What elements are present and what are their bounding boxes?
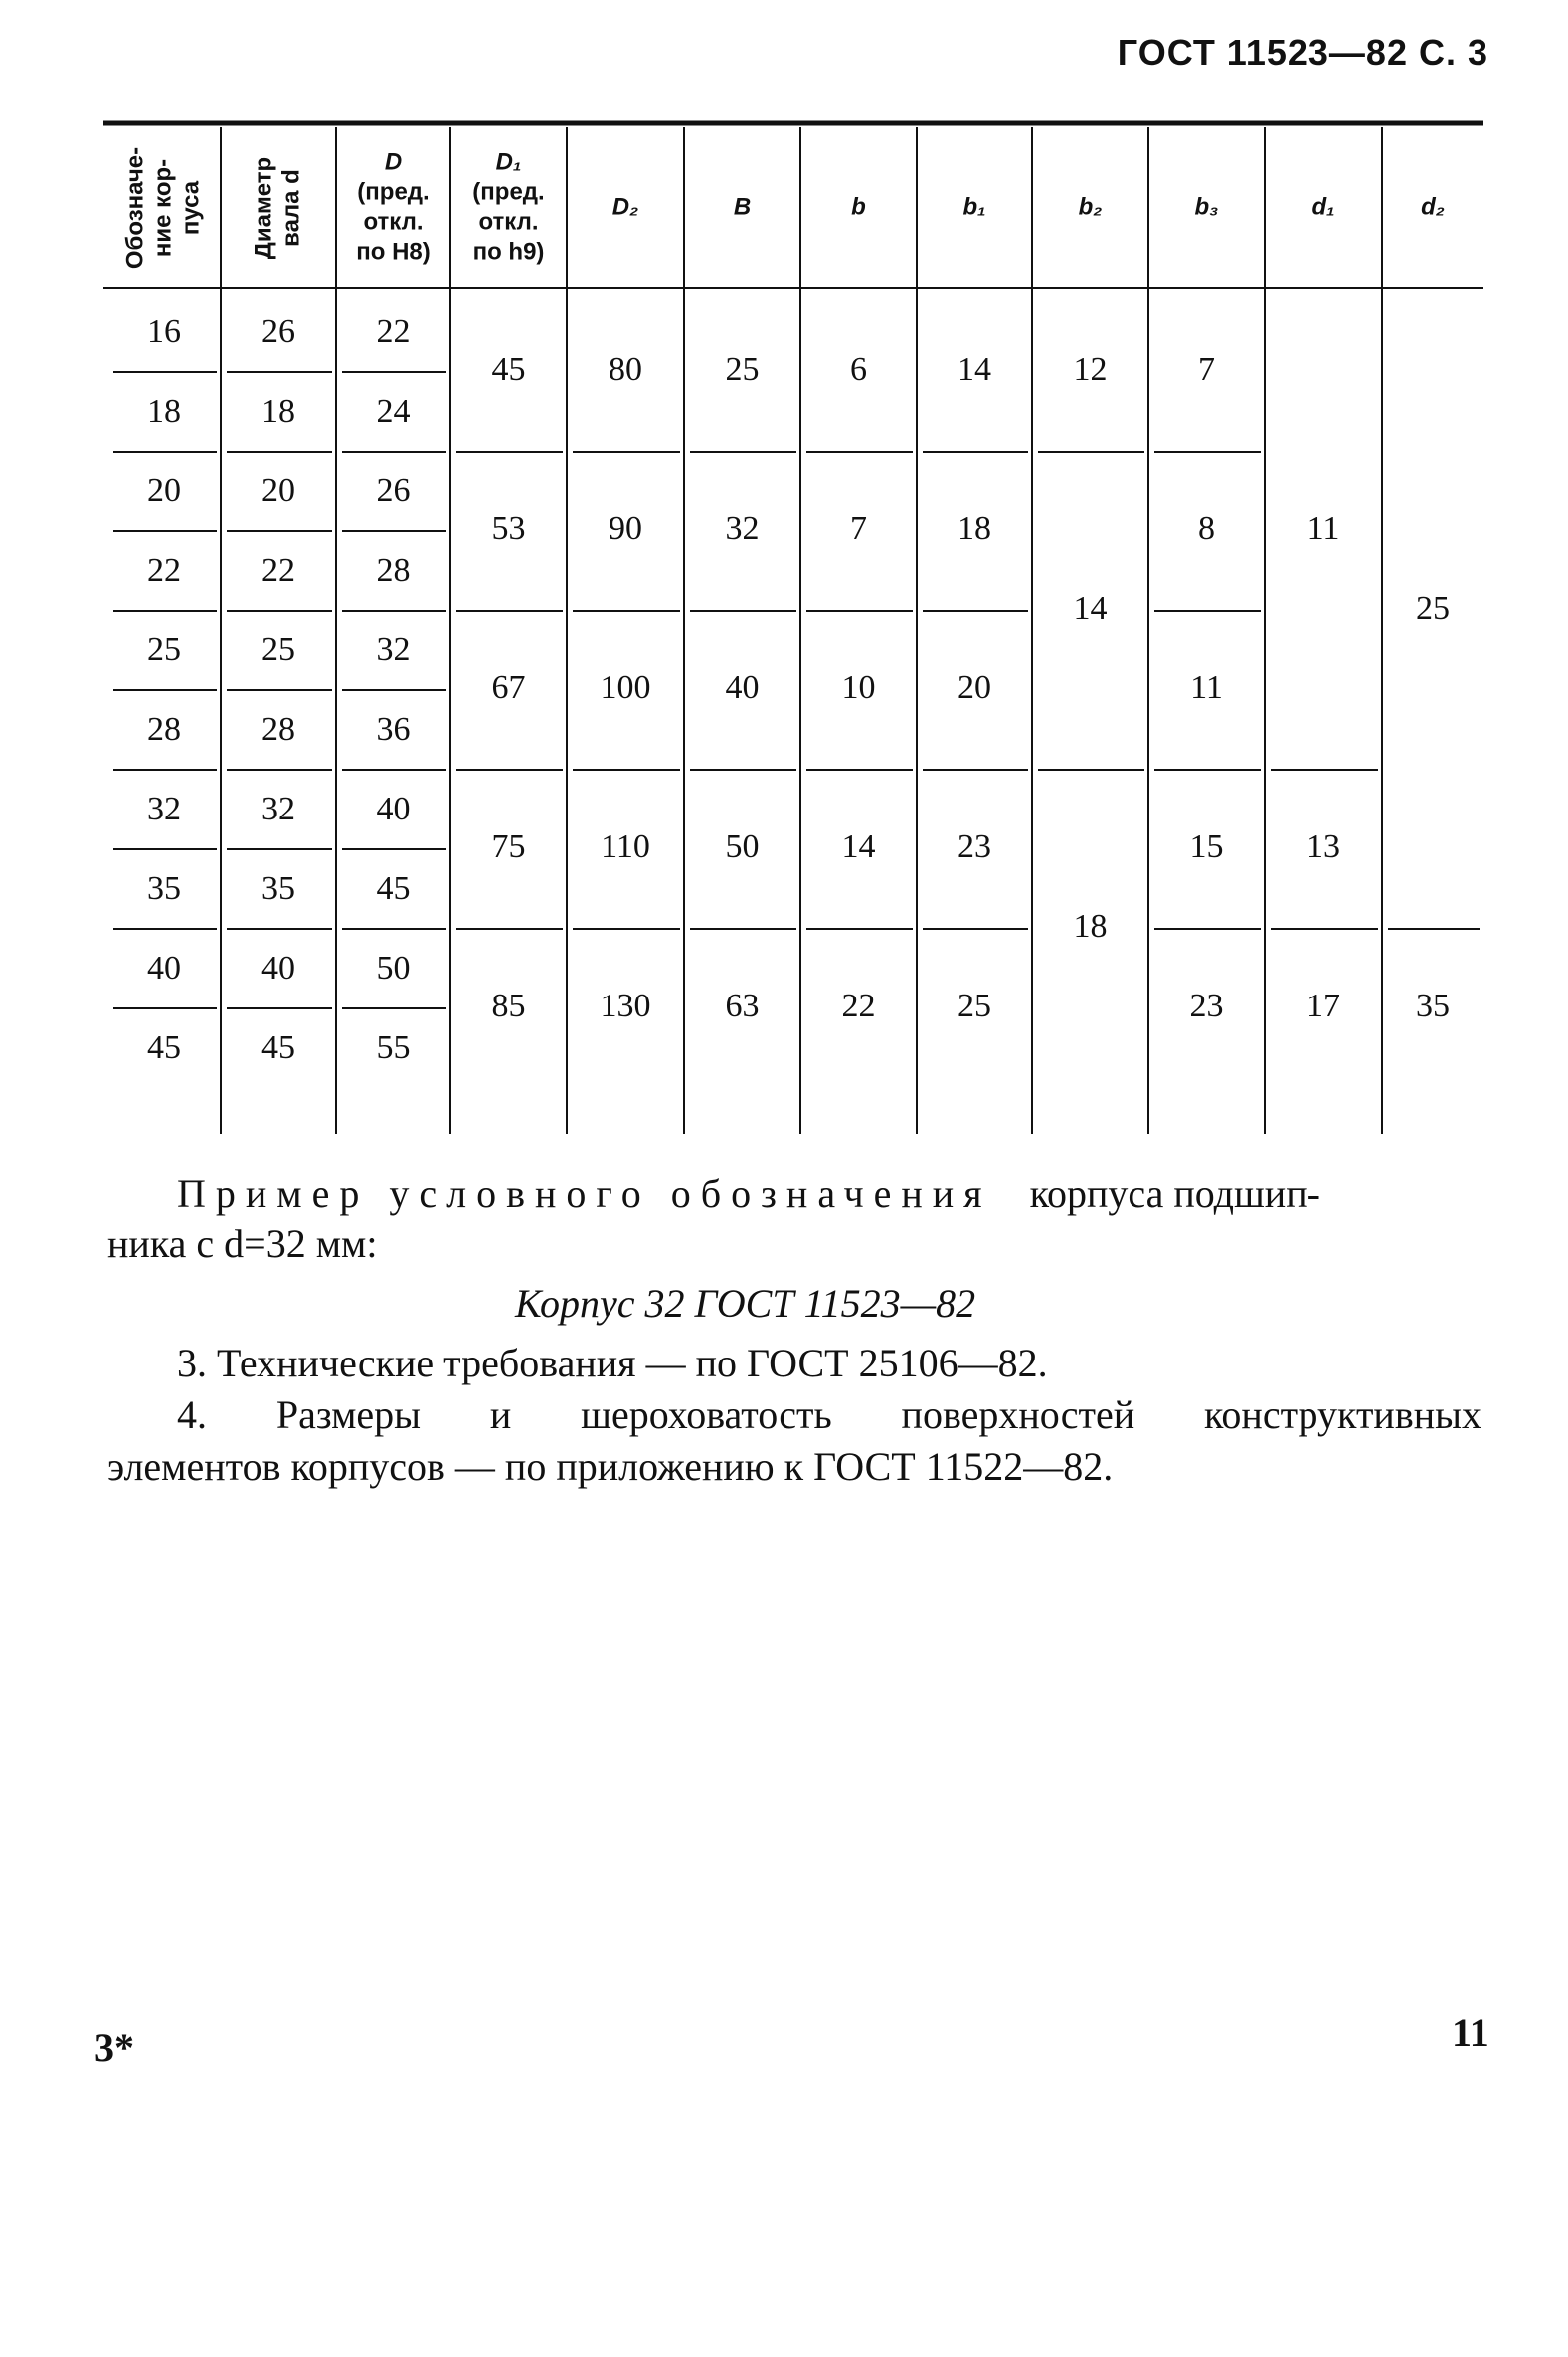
table-cell-B: 32 (725, 509, 760, 547)
column-header-line: ние кор- (149, 158, 177, 258)
table-cell-b: 6 (850, 350, 867, 388)
column-header-d1: d₁ (1311, 193, 1335, 221)
table-cell-oboznachenie: 18 (147, 392, 181, 430)
table-cell-D2: 100 (600, 668, 651, 706)
column-header-line: пуса (177, 180, 205, 236)
designation-example: Корпус 32 ГОСТ 11523—82 (515, 1281, 976, 1326)
table-cell-b2: 14 (1073, 589, 1108, 627)
table-cell-b: 14 (841, 827, 876, 865)
table-cell-b1: 14 (958, 350, 991, 388)
column-header-D: откл. (363, 208, 424, 236)
table-cell-b3: 15 (1189, 827, 1224, 865)
table-cell-oboznachenie: 25 (147, 631, 181, 668)
column-header-b1: b₁ (962, 193, 986, 221)
table-cell-b1: 23 (958, 827, 991, 865)
table-cell-oboznachenie: 32 (147, 790, 181, 827)
table-cell-diametr: 35 (261, 869, 295, 907)
table-cell-diametr: 18 (261, 392, 295, 430)
table-cell-d2: 35 (1416, 987, 1450, 1024)
table-cell-b1: 25 (958, 987, 991, 1024)
column-header-oboznachenie (121, 147, 204, 269)
table-cell-d1: 11 (1307, 509, 1340, 547)
table-cell-D1: 67 (491, 668, 526, 706)
example-intro: Пример условного обозначения (177, 1172, 992, 1216)
column-header-b: b (851, 193, 866, 221)
table-cell-B: 50 (725, 827, 760, 865)
table-cell-D1: 53 (491, 509, 526, 547)
table-cell-D: 24 (376, 392, 411, 430)
column-header-D1: (пред. (472, 178, 545, 206)
table-cell-oboznachenie: 45 (147, 1028, 181, 1066)
table-cell-oboznachenie: 16 (147, 312, 181, 350)
column-header-B: B (733, 193, 752, 221)
table-cell-B: 40 (725, 668, 760, 706)
table-cell-D: 28 (376, 551, 411, 589)
table-cell-D: 22 (376, 312, 411, 350)
column-header-b2: b₂ (1078, 193, 1103, 221)
table-cell-D: 50 (376, 949, 411, 987)
table-cell-diametr: 40 (261, 949, 295, 987)
table-cell-D1: 45 (491, 350, 526, 388)
page-header: ГОСТ 11523—82 С. 3 (1117, 32, 1488, 73)
table-cell-diametr: 25 (261, 631, 295, 668)
example-line-2: ника с d=32 мм: (107, 1221, 378, 1266)
item-4-line-1: 4. Размеры и шероховатость поверхностей конструктивных (177, 1392, 1481, 1437)
column-header-D2: D₂ (611, 193, 639, 221)
example-continued: корпуса подшип- (1029, 1172, 1320, 1216)
table-cell-b: 22 (841, 987, 876, 1024)
table-cell-oboznachenie: 35 (147, 869, 181, 907)
table-cell-B: 63 (725, 987, 760, 1024)
table-cell-oboznachenie: 28 (147, 710, 181, 748)
table-cell-diametr: 22 (261, 551, 295, 589)
column-header-line: Диаметр (250, 156, 277, 260)
table-cell-D2: 90 (609, 509, 642, 547)
table-cell-diametr: 32 (261, 790, 295, 827)
table-cell-b: 10 (841, 668, 876, 706)
table-cell-b3: 7 (1198, 350, 1215, 388)
table-cell-D2: 130 (600, 987, 651, 1024)
table-cell-b2: 12 (1073, 350, 1108, 388)
column-header-b3: b₃ (1194, 193, 1219, 221)
table-cell-d1: 13 (1307, 827, 1340, 865)
table-cell-B: 25 (725, 350, 760, 388)
column-header-diametr (250, 157, 304, 259)
table-cell-b1: 20 (958, 668, 991, 706)
table-cell-D: 36 (376, 710, 411, 748)
table-cell-D: 45 (376, 869, 411, 907)
table-cell-oboznachenie: 20 (147, 471, 181, 509)
column-header-line: Обозначе- (121, 146, 149, 270)
table-cell-D1: 85 (491, 987, 526, 1024)
item-4-line-2: элементов корпусов — по приложению к ГОСТ 11522—82. (107, 1444, 1114, 1489)
table-cell-d2: 25 (1416, 589, 1450, 627)
table-cell-b3: 8 (1198, 509, 1215, 547)
dimensions-table (0, 0, 1568, 1174)
table-cell-diametr: 45 (261, 1028, 295, 1066)
table-cell-oboznachenie: 22 (147, 551, 181, 589)
page-number: 11 (1452, 2010, 1489, 2055)
table-cell-oboznachenie: 40 (147, 949, 181, 987)
column-header-D1: по h9) (472, 238, 545, 266)
table-cell-D1: 75 (491, 827, 526, 865)
table-cell-D2: 110 (601, 827, 650, 865)
example-line-1 (177, 1169, 1489, 1220)
table-cell-D2: 80 (609, 350, 642, 388)
footer-left-mark: 3* (94, 2025, 134, 2070)
table-cell-diametr: 26 (261, 312, 295, 350)
table-cell-d1: 17 (1307, 987, 1340, 1024)
table-cell-b3: 23 (1189, 987, 1224, 1024)
column-header-D: (пред. (357, 178, 430, 206)
table-cell-b1: 18 (958, 509, 991, 547)
column-header-D1: D₁ (495, 148, 522, 176)
table-cell-b3: 11 (1190, 668, 1223, 706)
table-cell-diametr: 28 (261, 710, 295, 748)
column-header-d2: d₂ (1421, 193, 1445, 221)
table-cell-D: 32 (376, 631, 411, 668)
item-3: 3. Технические требования — по ГОСТ 25106—82. (177, 1341, 1048, 1385)
table-cell-diametr: 20 (261, 471, 295, 509)
table-cell-D: 55 (376, 1028, 411, 1066)
column-header-line: вала d (277, 169, 305, 247)
table-cell-D: 26 (376, 471, 411, 509)
column-header-D: по H8) (356, 238, 431, 266)
table-cell-b2: 18 (1073, 907, 1108, 945)
table-cell-b: 7 (850, 509, 867, 547)
column-header-D: D (384, 148, 403, 176)
table-cell-D: 40 (376, 790, 411, 827)
column-header-D1: откл. (478, 208, 539, 236)
